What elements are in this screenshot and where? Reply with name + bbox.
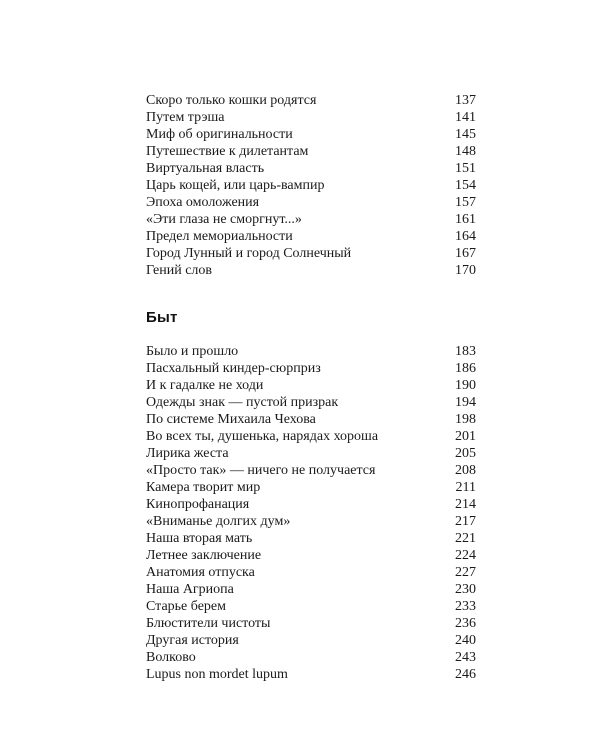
toc-entry bbox=[146, 228, 476, 245]
toc-entry-page: 151 bbox=[455, 161, 476, 176]
toc-entry-title: Путем трэша bbox=[146, 110, 225, 125]
toc-entry-page: 190 bbox=[455, 378, 476, 393]
toc-section-list bbox=[146, 343, 476, 683]
toc-entry bbox=[146, 343, 476, 360]
toc-entry bbox=[146, 245, 476, 262]
toc-entry-page: 137 bbox=[455, 93, 476, 108]
toc-entry-title: Волково bbox=[146, 650, 196, 665]
toc-entry-page: 227 bbox=[455, 565, 476, 580]
toc-entry bbox=[146, 581, 476, 598]
toc-entry-page: 243 bbox=[455, 650, 476, 665]
toc-entry bbox=[146, 513, 476, 530]
toc-entry-title: Во всех ты, душенька, нарядах хороша bbox=[146, 429, 379, 444]
toc-entry-page: 186 bbox=[455, 361, 476, 376]
toc-entry-page: 233 bbox=[455, 599, 476, 614]
toc-entry bbox=[146, 194, 476, 211]
toc-entry-title: «Просто так» — ничего не получается bbox=[146, 463, 376, 478]
toc-entry-page: 221 bbox=[455, 531, 476, 546]
toc-entry bbox=[146, 428, 476, 445]
toc-entry bbox=[146, 547, 476, 564]
toc-entry-title: Lupus non mordet lupum bbox=[146, 667, 288, 682]
toc-entry bbox=[146, 632, 476, 649]
toc-entry-page: 141 bbox=[455, 110, 476, 125]
toc-entry-page: 205 bbox=[455, 446, 476, 461]
toc-entry bbox=[146, 92, 476, 109]
toc-entry-title: Виртуальная власть bbox=[146, 161, 265, 176]
toc-entry-title: И к гадалке не ходи bbox=[146, 378, 264, 393]
toc-entry-title: Город Лунный и город Солнечный bbox=[146, 246, 352, 261]
toc-entry bbox=[146, 160, 476, 177]
toc-entry bbox=[146, 530, 476, 547]
toc-entry-title: «Вниманье долгих дум» bbox=[146, 514, 291, 529]
toc-entry-page: 240 bbox=[455, 633, 476, 648]
toc-entry bbox=[146, 445, 476, 462]
toc-entry-title: Пасхальный киндер-сюрприз bbox=[146, 361, 321, 376]
toc-entry bbox=[146, 411, 476, 428]
toc-entry-title: Было и прошло bbox=[146, 344, 239, 359]
toc-entry-title: «Эти глаза не сморгнут...» bbox=[146, 212, 302, 227]
toc-entry bbox=[146, 462, 476, 479]
toc-entry-title: Анатомия отпуска bbox=[146, 565, 255, 580]
toc-entry-page: 145 bbox=[455, 127, 476, 142]
toc-entry bbox=[146, 496, 476, 513]
toc-entry-title: Кинопрофанация bbox=[146, 497, 250, 512]
toc-entry bbox=[146, 360, 476, 377]
toc-entry-page: 157 bbox=[455, 195, 476, 210]
toc-section-list bbox=[146, 92, 476, 279]
toc-entry-page: 211 bbox=[455, 480, 476, 495]
toc-entry-page: 148 bbox=[455, 144, 476, 159]
toc-entry bbox=[146, 598, 476, 615]
toc-entry-page: 246 bbox=[455, 667, 476, 682]
toc-entry bbox=[146, 177, 476, 194]
toc-entry bbox=[146, 211, 476, 228]
toc-entry bbox=[146, 126, 476, 143]
toc-entry-page: 214 bbox=[455, 497, 476, 512]
toc-entry-title: Царь кощей, или царь-вампир bbox=[146, 178, 325, 193]
toc-entry-title: Скоро только кошки родятся bbox=[146, 93, 317, 108]
toc-entry-page: 194 bbox=[455, 395, 476, 410]
toc-entry-title: Путешествие к дилетантам bbox=[146, 144, 309, 159]
toc-entry-page: 164 bbox=[455, 229, 476, 244]
toc-entry-page: 230 bbox=[455, 582, 476, 597]
toc-entry-title: Эпоха омоложения bbox=[146, 195, 260, 210]
toc-entry-title: Предел мемориальности bbox=[146, 229, 293, 244]
toc-entry-page: 236 bbox=[455, 616, 476, 631]
toc-entry bbox=[146, 564, 476, 581]
toc-entry-page: 183 bbox=[455, 344, 476, 359]
toc-entry-page: 224 bbox=[455, 548, 476, 563]
toc-entry-page: 161 bbox=[455, 212, 476, 227]
toc-entry-page: 167 bbox=[455, 246, 476, 261]
toc-entry-title: Одежды знак — пустой призрак bbox=[146, 395, 339, 410]
toc-entry bbox=[146, 143, 476, 160]
toc-entry-page: 201 bbox=[455, 429, 476, 444]
toc-entry bbox=[146, 377, 476, 394]
toc-entry-title: Гений слов bbox=[146, 263, 213, 278]
toc-entry bbox=[146, 394, 476, 411]
toc-entry-page: 217 bbox=[455, 514, 476, 529]
toc-entry-page: 198 bbox=[455, 412, 476, 427]
toc-entry bbox=[146, 666, 476, 683]
toc-entry-title: Старье берем bbox=[146, 599, 226, 614]
toc-entry bbox=[146, 649, 476, 666]
toc-entry bbox=[146, 479, 476, 496]
toc-entry bbox=[146, 109, 476, 126]
toc-entry bbox=[146, 262, 476, 279]
toc-entry-page: 154 bbox=[455, 178, 476, 193]
toc-entry-title: Лирика жеста bbox=[146, 446, 229, 461]
toc-entry bbox=[146, 615, 476, 632]
toc-entry-page: 170 bbox=[455, 263, 476, 278]
toc-entry-title: Блюстители чистоты bbox=[146, 616, 271, 631]
toc-entry-title: Миф об оригинальности bbox=[146, 127, 293, 142]
toc-entry-title: Наша Агриопа bbox=[146, 582, 234, 597]
toc-entry-title: Другая история bbox=[146, 633, 239, 648]
toc-entry-title: Наша вторая мать bbox=[146, 531, 253, 546]
toc-entry-page: 208 bbox=[455, 463, 476, 478]
toc-entry-title: По системе Михаила Чехова bbox=[146, 412, 316, 427]
toc-entry-title: Летнее заключение bbox=[146, 548, 262, 563]
toc-entry-title: Камера творит мир bbox=[146, 480, 261, 495]
section-heading: Быт bbox=[146, 309, 178, 326]
